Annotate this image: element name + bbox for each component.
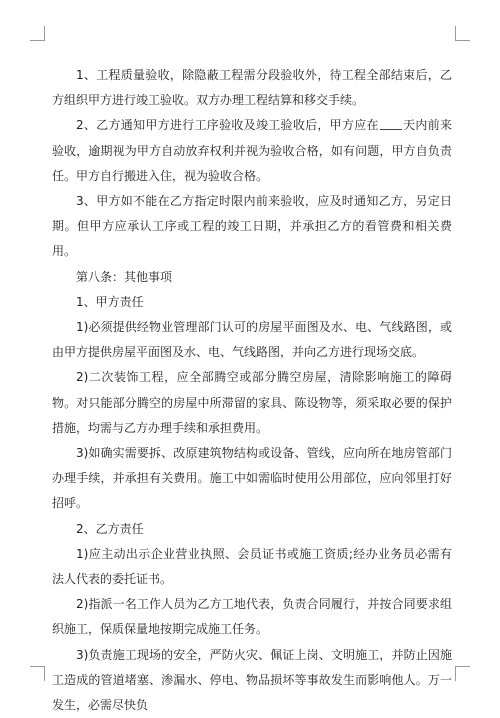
- document-body: [52, 63, 452, 718]
- paragraph: 1、工程质量验收，除隐蔽工程需分段验收外，待工程全部结束后，乙方组织甲方进行竣工验收。双方办理工程结算和移交手续。: [52, 68, 452, 108]
- paragraph: 2)二次装饰工程，应全部腾空或部分腾空房屋，清除影响施工的障碍物。对只能部分腾空的房屋中所滞留的家具、陈设物等，须采取必要的保护措施，均需与乙方办理手续和承担费用。: [52, 370, 452, 435]
- paragraph: 3)负责施工现场的安全，严防火灾、佩证上岗、文明施工，并防止因施工造成的管道堵塞、渗漏水、停电、物品损坏等事故发生而影响他人。万一发生，必需尽快负: [52, 647, 452, 713]
- crop-mark-top-right: [455, 26, 470, 41]
- crop-mark-bottom-right: [455, 666, 470, 681]
- subsection-heading: 1、甲方责任: [76, 294, 144, 309]
- paragraph: [52, 113, 452, 189]
- paragraph: 3)如确实需要拆、改原建筑物结构或设备、管线，应向所在地房管部门办理手续，并承担有关费用。施工中如需临时使用公用部位，应向邻里打好招呼。: [52, 446, 452, 511]
- paragraph-text: 天内前来验收，逾期视为甲方自动放弃权利并视为验收合格，如有问题，甲方自负责任。甲方自行搬进入住，视为验收合格。: [52, 118, 452, 183]
- paragraph: 1)应主动出示企业营业执照、会员证书或施工资质;经办业务员必需有法人代表的委托证书。: [52, 546, 452, 587]
- paragraph: 1)必须提供经物业管理部门认可的房屋平面图及水、电、气线路图，或由甲方提供房屋平面图及水、电、气线路图，并向乙方进行现场交底。: [52, 320, 452, 360]
- fill-in-blank: [380, 117, 402, 130]
- paragraph: 2)指派一名工作人员为乙方工地代表，负责合同履行，并按合同要求组织施工，保质保量地按期完成施工任务。: [52, 597, 452, 637]
- paragraph-text: 2、乙方通知甲方进行工序验收及竣工验收后，甲方应在: [76, 118, 379, 133]
- section-heading: 第八条：其他事项: [76, 269, 173, 284]
- crop-mark-bottom-left: [30, 666, 45, 681]
- paragraph: 3、甲方如不能在乙方指定时限内前来验收，应及时通知乙方，另定日期。但甲方应承认工序或工程的竣工日期，并承担乙方的看管费和相关费用。: [52, 194, 452, 259]
- crop-mark-top-left: [30, 26, 45, 41]
- subsection-heading: 2、乙方责任: [76, 521, 144, 536]
